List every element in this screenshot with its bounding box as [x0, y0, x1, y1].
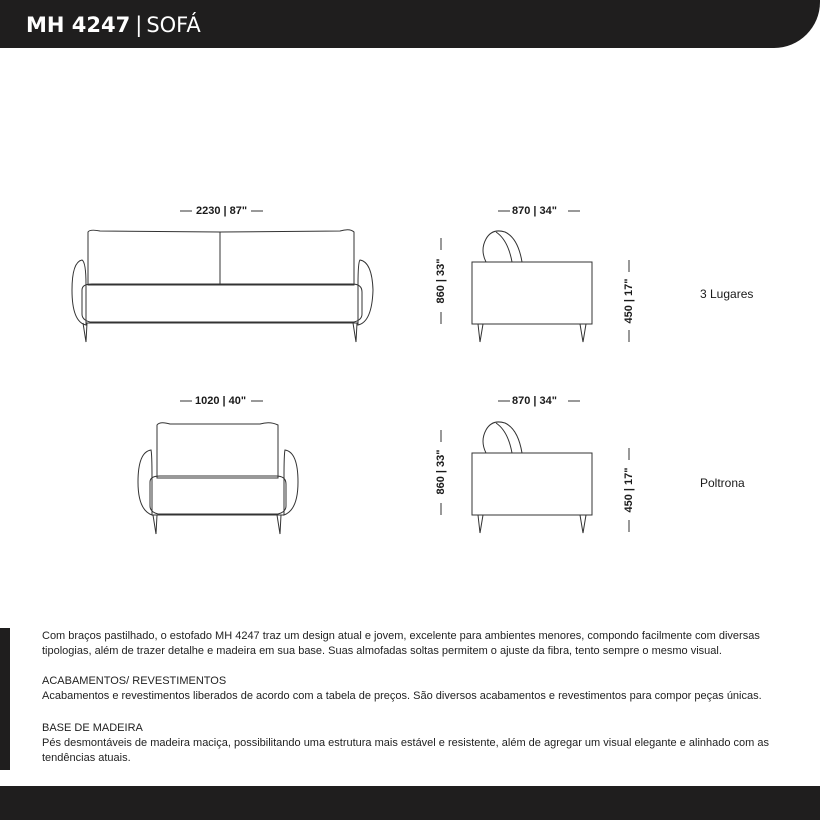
model-code: MH 4247 — [26, 13, 131, 37]
armchair-depth-label: 870 | 34" — [512, 395, 557, 407]
armchair-front-view — [138, 401, 298, 534]
intro-paragraph: Com braços pastilhado, o estofado MH 4247 traz um design atual e jovem, excelente para ambientes menores, compondo facilmente com diversas tipologias, além de trazer detalhe e madeira em sua base. Suas almofadas soltas permitem o ajuste da fibra, tento sempre o mesmo visual. — [42, 630, 760, 657]
armchair-width-label: 1020 | 40" — [195, 395, 247, 407]
sofa-side-view — [441, 211, 629, 342]
variant-label-three-seater: 3 Lugares — [700, 287, 754, 301]
footer-bar — [0, 786, 820, 820]
finishes-paragraph: Acabamentos e revestimentos liberados de acordo com a tabela de preços. São diversos acabamentos e revestimentos para compor peças únicas. — [42, 690, 762, 702]
variant-label-armchair: Poltrona — [700, 476, 745, 490]
accent-bar — [0, 628, 10, 770]
base-paragraph: Pés desmontáveis de madeira maciça, possibilitando uma estrutura mais estável e resistente, além de agregar um visual elegante e alinhado com as tendências atuais. — [42, 737, 769, 764]
armchair-height-label: 860 | 33" — [435, 449, 447, 495]
title-separator: | — [135, 13, 143, 37]
product-type: SOFÁ — [146, 13, 201, 37]
sofa-front-view — [72, 211, 373, 342]
sofa-depth-label: 870 | 34" — [512, 205, 557, 217]
armchair-seat-height-label: 450 | 17" — [623, 467, 635, 513]
sofa-height-label: 860 | 33" — [435, 258, 447, 304]
base-heading: BASE DE MADEIRA — [42, 722, 143, 734]
armchair-side-view — [441, 401, 629, 533]
sofa-width-label: 2230 | 87" — [196, 205, 248, 217]
finishes-heading: ACABAMENTOS/ REVESTIMENTOS — [42, 675, 227, 687]
sofa-seat-height-label: 450 | 17" — [623, 278, 635, 324]
